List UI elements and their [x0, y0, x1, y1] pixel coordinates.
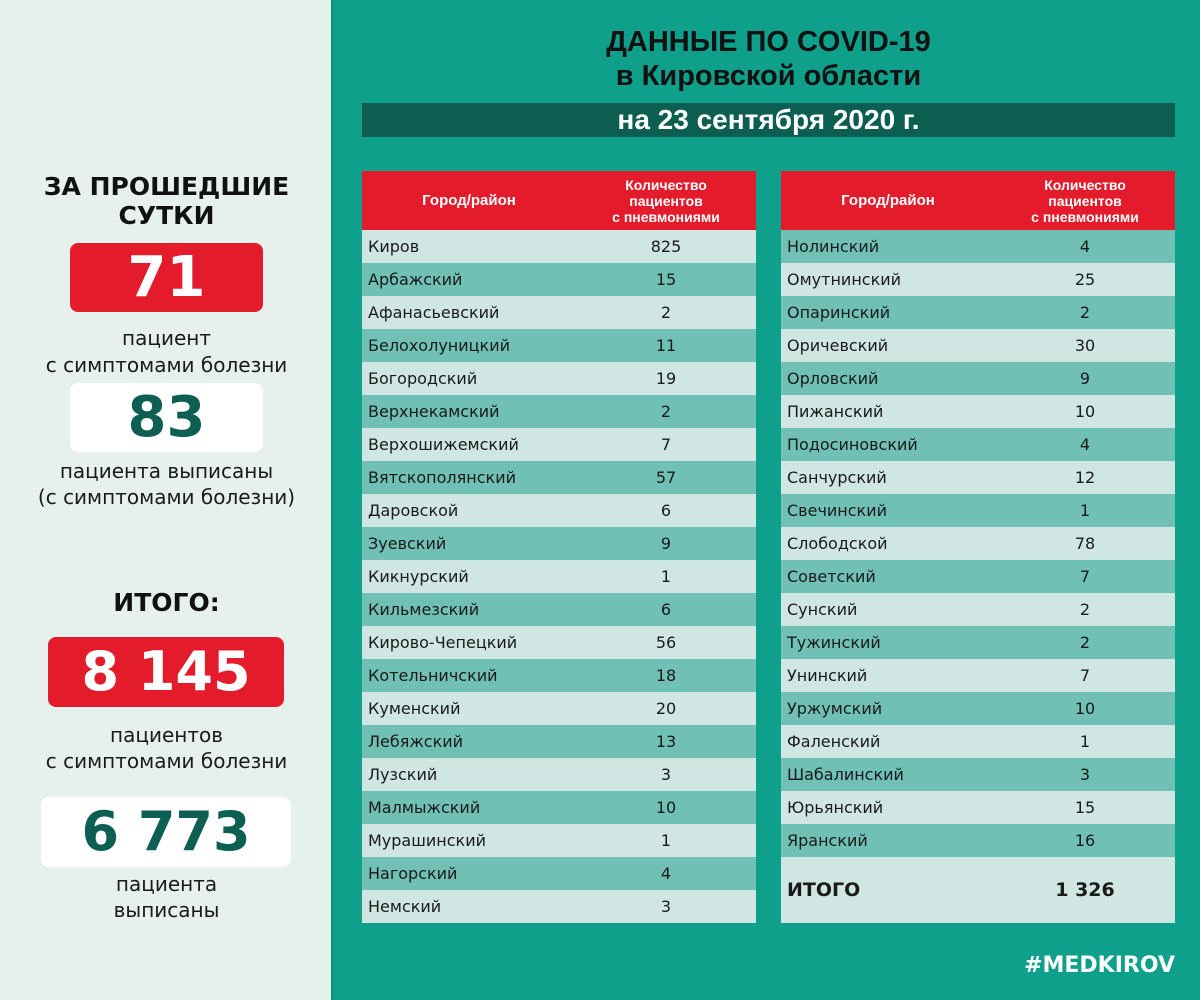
pneumonia-count: 20	[655, 699, 677, 718]
column-header-district: Город/район	[422, 192, 516, 209]
pneumonia-count: 1	[660, 831, 672, 850]
pneumonia-count: 12	[1074, 468, 1096, 487]
column-header-count-line2: пациентов	[629, 192, 703, 209]
table-row	[362, 659, 756, 692]
total-cases-caption-line1: пациентов	[110, 723, 223, 747]
table-row	[781, 527, 1175, 560]
daily-discharged-caption-line1: пациента выписаны	[59, 459, 274, 483]
pneumonia-count: 7	[1079, 666, 1091, 685]
table-row	[781, 428, 1175, 461]
table-row	[362, 263, 756, 296]
district-name: Немский	[368, 897, 442, 916]
district-name: Шабалинский	[787, 765, 904, 784]
table-header	[781, 171, 1175, 230]
district-name: Подосиновский	[787, 435, 918, 454]
left-summary-panel	[0, 0, 333, 1000]
table-row	[362, 758, 756, 791]
column-header-count-line3: с пневмониями	[612, 208, 720, 225]
district-name: Фаленский	[787, 732, 881, 751]
table-row	[362, 395, 756, 428]
hashtag-label: #MEDKIROV	[1024, 953, 1175, 978]
district-name: Зуевский	[368, 534, 447, 553]
district-name: Тужинский	[787, 633, 881, 652]
pneumonia-count: 2	[1079, 633, 1091, 652]
table-row	[781, 593, 1175, 626]
pneumonia-count: 7	[660, 435, 672, 454]
district-name: Советский	[787, 567, 876, 586]
table-row	[781, 725, 1175, 758]
table-row	[362, 857, 756, 890]
table-row	[362, 824, 756, 857]
total-discharged-caption-line1: пациента	[115, 872, 218, 896]
column-header-count-line1: Количество	[625, 176, 707, 193]
daily-heading-line2: СУТКИ	[118, 201, 215, 230]
pneumonia-count: 30	[1074, 336, 1096, 355]
district-name: Юрьянский	[787, 798, 884, 817]
district-name: Кикнурский	[368, 567, 469, 586]
title-line1: ДАННЫЕ ПО COVID-19	[606, 26, 931, 58]
table-header	[362, 171, 756, 230]
district-name: Белохолуницкий	[368, 336, 510, 355]
pneumonia-count: 4	[660, 864, 672, 883]
pneumonia-count: 3	[660, 765, 672, 784]
table-row	[362, 428, 756, 461]
pneumonia-count: 13	[655, 732, 677, 751]
district-name: Верхошижемский	[368, 435, 519, 454]
table-row	[362, 230, 756, 263]
pneumonia-count: 4	[1079, 435, 1091, 454]
daily-new-caption-line2: с симптомами болезни	[45, 353, 288, 377]
district-name: Афанасьевский	[368, 303, 500, 322]
table-row	[781, 263, 1175, 296]
table-row	[781, 824, 1175, 857]
pneumonia-count: 3	[1079, 765, 1091, 784]
daily-discharged-caption-line2: (с симптомами болезни)	[37, 485, 296, 509]
district-name: Орловский	[787, 369, 879, 388]
table-row	[781, 791, 1175, 824]
table-row	[781, 329, 1175, 362]
pneumonia-count: 11	[655, 336, 677, 355]
table-row	[781, 659, 1175, 692]
district-name: Слободской	[787, 534, 888, 553]
table-row	[781, 626, 1175, 659]
table-row	[781, 230, 1175, 263]
pneumonia-count: 15	[1074, 798, 1096, 817]
district-name: Котельничский	[368, 666, 498, 685]
table-row	[362, 593, 756, 626]
table-row	[362, 461, 756, 494]
district-name: Киров	[368, 237, 420, 256]
table-row	[362, 329, 756, 362]
pneumonia-count: 2	[660, 402, 672, 421]
pneumonia-count: 25	[1074, 270, 1096, 289]
pneumonia-count: 78	[1074, 534, 1096, 553]
pneumonia-count: 10	[1074, 402, 1096, 421]
pneumonia-count: 2	[1079, 600, 1091, 619]
pneumonia-count: 18	[655, 666, 677, 685]
total-label: ИТОГО	[787, 879, 861, 901]
total-value: 1 326	[1055, 879, 1115, 901]
pneumonia-count: 2	[1079, 303, 1091, 322]
pneumonia-count: 6	[660, 501, 672, 520]
districts-table-right	[781, 171, 1175, 923]
district-name: Опаринский	[787, 303, 891, 322]
title-line2: в Кировской области	[615, 60, 922, 92]
district-name: Малмыжский	[368, 798, 481, 817]
table-row	[781, 758, 1175, 791]
district-name: Богородский	[368, 369, 478, 388]
pneumonia-count: 7	[1079, 567, 1091, 586]
pneumonia-count: 15	[655, 270, 677, 289]
pneumonia-count: 825	[650, 237, 682, 256]
district-name: Омутнинский	[787, 270, 902, 289]
daily-new-caption-line1: пациент	[122, 326, 211, 350]
pneumonia-count: 3	[660, 897, 672, 916]
pneumonia-count: 10	[1074, 699, 1096, 718]
pneumonia-count: 19	[655, 369, 677, 388]
district-name: Яранский	[787, 831, 868, 850]
table-row	[362, 626, 756, 659]
district-name: Даровской	[368, 501, 459, 520]
district-name: Нолинский	[787, 237, 880, 256]
total-discharged-badge: 6 773	[41, 797, 291, 867]
table-row	[781, 494, 1175, 527]
date-banner: на 23 сентября 2020 г.	[362, 103, 1175, 137]
column-header-count-line3: с пневмониями	[1031, 208, 1139, 225]
pneumonia-count: 16	[1074, 831, 1096, 850]
pneumonia-count: 6	[660, 600, 672, 619]
district-name: Мурашинский	[368, 831, 486, 850]
table-row	[781, 296, 1175, 329]
table-row	[362, 296, 756, 329]
table-row	[362, 362, 756, 395]
pneumonia-count: 56	[655, 633, 677, 652]
district-name: Свечинский	[787, 501, 888, 520]
table-body	[362, 230, 756, 923]
pneumonia-count: 1	[1079, 501, 1091, 520]
district-name: Вятскополянский	[368, 468, 516, 487]
pneumonia-count: 9	[660, 534, 672, 553]
table-row	[781, 692, 1175, 725]
table-row	[781, 560, 1175, 593]
district-name: Уржумский	[787, 699, 883, 718]
daily-heading-line1: ЗА ПРОШЕДШИЕ	[43, 172, 290, 201]
total-heading: ИТОГО:	[113, 588, 220, 617]
pneumonia-count: 57	[655, 468, 677, 487]
table-row	[781, 362, 1175, 395]
district-name: Унинский	[787, 666, 868, 685]
district-name: Арбажский	[368, 270, 463, 289]
column-header-district: Город/район	[841, 192, 935, 209]
district-name: Нагорский	[368, 864, 458, 883]
daily-discharged-badge: 83	[70, 383, 263, 452]
table-row	[781, 395, 1175, 428]
table-row	[362, 890, 756, 923]
table-row	[781, 461, 1175, 494]
table-row	[362, 560, 756, 593]
table-row	[362, 791, 756, 824]
district-name: Кильмезский	[368, 600, 480, 619]
total-discharged-caption-line2: выписаны	[113, 898, 220, 922]
daily-new-cases-badge: 71	[70, 243, 263, 312]
pneumonia-count: 10	[655, 798, 677, 817]
district-name: Пижанский	[787, 402, 884, 421]
column-header-count-line2: пациентов	[1048, 192, 1122, 209]
total-cases-badge: 8 145	[48, 637, 284, 707]
column-header-count-line1: Количество	[1044, 176, 1126, 193]
district-name: Куменский	[368, 699, 461, 718]
district-name: Санчурский	[787, 468, 887, 487]
district-name: Сунский	[787, 600, 858, 619]
district-name: Оричевский	[787, 336, 889, 355]
total-cases-caption-line2: с симптомами болезни	[45, 749, 288, 773]
table-body	[781, 230, 1175, 857]
pneumonia-count: 1	[1079, 732, 1091, 751]
table-row	[362, 692, 756, 725]
table-row	[362, 494, 756, 527]
pneumonia-count: 2	[660, 303, 672, 322]
table-row	[362, 725, 756, 758]
pneumonia-count: 9	[1079, 369, 1091, 388]
column-header-count	[995, 177, 1175, 225]
district-name: Верхнекамский	[368, 402, 500, 421]
district-name: Лебяжский	[368, 732, 464, 751]
district-name: Лузский	[368, 765, 438, 784]
table-row	[362, 527, 756, 560]
districts-table-left	[362, 171, 756, 923]
table-total-row	[781, 857, 1175, 923]
pneumonia-count: 4	[1079, 237, 1091, 256]
column-header-count	[576, 177, 756, 225]
district-name: Кирово-Чепецкий	[368, 633, 518, 652]
pneumonia-count: 1	[660, 567, 672, 586]
